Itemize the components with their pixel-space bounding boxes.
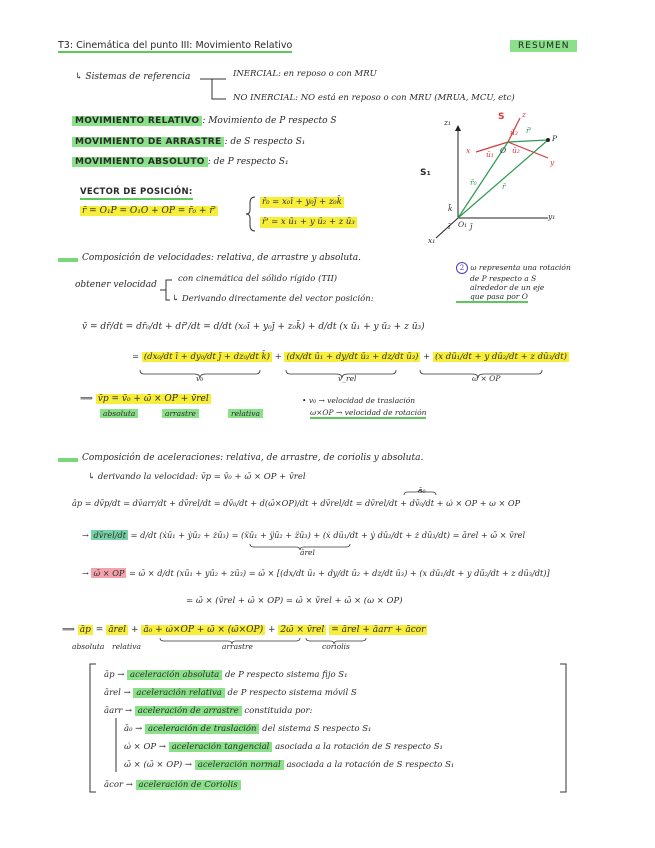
summary-left-bracket xyxy=(90,664,96,792)
page-title: T3: Cinemática del punto III: Movimiento Relativo xyxy=(58,40,293,51)
summary-row-ap: āp → aceleración absoluta de P respecto sistema fijo S₁ xyxy=(104,670,348,680)
under-v0: v₀ xyxy=(196,374,204,383)
r0-eq: r̄₀ = x₀ī + y₀j̄ + z₀k̄ xyxy=(262,197,342,207)
velocity-bracket xyxy=(160,280,172,300)
diagram-label-s1: S₁ xyxy=(420,168,432,178)
term-normal: aceleración normal xyxy=(195,760,284,770)
axis-x1 xyxy=(436,218,458,238)
summary-row-tangential: ω̇ × OP → aceleración tangencial asociada a la rotación de S respecto S₁ xyxy=(124,742,443,752)
position-vector-heading: VECTOR DE POSICIÓN: xyxy=(80,187,193,200)
diagram-label-o1: O₁ xyxy=(458,220,468,229)
summary-row-a0: ā₀ → aceleración de traslación del sistema S respecto S₁ xyxy=(124,724,372,734)
inertial-text: INERCIAL: en reposo o con MRU xyxy=(233,69,377,79)
diagram-label-rprime: r̄' xyxy=(526,126,532,135)
acceleration-final: ⟹ āp = ārel + ā₀ + ω̇×OP + ω̄ × (ω̄×OP) + 2ω̄ × v̄rel = ārel + āarr + ācor xyxy=(62,625,426,635)
label-arrastre: arrastre xyxy=(162,409,199,418)
summary-row-aarr: āarr → aceleración de arrastre constituida por: xyxy=(104,706,313,716)
non-inertial-text: NO INERCIAL: NO está en reposo o con MRU (MRUA, MCU, etc) xyxy=(233,93,515,103)
acceleration-eq-wop-2: = ω̄ × (v̄rel + ω̄ × OP) = ω̄ × v̄rel + ω̄ × (ω × OP) xyxy=(186,596,403,606)
label-relativa: relativa xyxy=(228,409,263,418)
reference-bracket xyxy=(200,79,226,99)
movement-drag-desc: : de S respecto S₁ xyxy=(224,137,306,147)
wop-derivative-box: ω̄ × OP xyxy=(93,568,125,578)
summary-right-bracket xyxy=(560,664,566,792)
summary-row-normal: ω̄ × (ω̄ × OP) → aceleración normal asociada a la rotación de S respecto S₁ xyxy=(124,760,455,770)
velocity-option-2: ↳ Derivando directamente del vector posición: xyxy=(172,294,374,304)
vrel-derivative-box: dv̄rel/dt xyxy=(93,530,127,540)
overbrace-a0 xyxy=(404,489,436,495)
under-vrel: v_rel xyxy=(338,374,357,383)
term-relativa: aceleración relativa xyxy=(133,688,224,698)
movement-relative-desc: : Movimiento de P respecto S xyxy=(202,116,337,126)
final-arrastre: ā₀ + ω̇×OP + ω̄ × (ω̄×OP) xyxy=(143,625,264,635)
acceleration-heading: Composición de aceleraciones: relativa, de arrastre, de coriolis y absoluta. xyxy=(82,453,424,463)
diagram-label-o: O xyxy=(500,146,507,155)
diagram-label-j: j̄ xyxy=(470,222,473,231)
diagram-label-k: k̄ xyxy=(448,204,453,213)
term-coriolis: aceleración de Coriolis xyxy=(136,780,241,790)
diagram-label-y: y xyxy=(550,158,555,167)
final-label-absoluta: absoluta xyxy=(72,642,105,651)
final-label-coriolis: coriolis xyxy=(322,642,350,651)
velocity-eq-2: = (dx₀/dt ī + dy₀/dt j̄ + dz₀/dt k̄) + (dx/dt ū₁ + dy/dt ū₂ + dz/dt ū₃) + (x dū₁/dt + y dū₂/dt + z dū₃/dt) xyxy=(132,352,567,362)
sym-ap: āp xyxy=(104,670,115,680)
desc-normal: asociada a la rotación de S respecto S₁ xyxy=(286,760,455,770)
sym-aarr: āarr xyxy=(104,706,123,716)
diagram-label-z1: z₁ xyxy=(444,118,451,127)
underbrace-arel xyxy=(250,544,350,550)
diagram-label-z: z xyxy=(522,110,526,119)
acceleration-eq-ap: āp = dv̄p/dt = dv̄arr/dt + dv̄rel/dt = dv̄₀/dt + d(ω̄×OP)/dt + dv̄rel/dt = dv̄rel/dt + dv̄₀/dt + ω̇ × OP + ω × OP xyxy=(72,498,521,508)
diagram-label-p: P xyxy=(552,134,558,143)
vrel-derivation: = d/dt (ẋū₁ + ẏū₂ + żū₃) = (ẍū₁ + ÿū₂ + z̈ū₃) + (ẋ dū₁/dt + ẏ dū₂/dt + ż dū₃/dt) = ārel + ω̄ × v̄rel xyxy=(130,530,526,540)
sym-acor: ācor xyxy=(104,780,124,790)
acceleration-eq-vrel: → dv̄rel/dt = d/dt (ẋū₁ + ẏū₂ + żū₃) = (ẍū₁ + ÿū₂ + z̈ū₃) + (ẋ dū₁/dt + ẏ dū₂/dt + ż dū₃/dt) = ārel + ω̄ × v̄rel xyxy=(82,530,526,540)
velocity-eq-2-b: (dx/dt ū₁ + dy/dt ū₂ + dz/dt ū₃) xyxy=(286,352,419,362)
final-ap: āp xyxy=(79,625,91,635)
sym-a0: ā₀ xyxy=(124,724,133,734)
underbrace-coriolis xyxy=(306,638,366,644)
diagram-label-x: x xyxy=(466,146,471,155)
underbrace-wxop xyxy=(420,370,542,378)
term-arrastre: aceleración de arrastre xyxy=(135,706,242,716)
acceleration-eq-wop: → ω̄ × OP = ω̄ × d/dt (xū₁ + yū₂ + zū₃) = ω̄ × [(dx/dt ū₁ + dy/dt ū₂ + dz/dt ū₃) + (x dū₁/dt + y dū₂/dt + z dū₃/dt)] xyxy=(82,568,550,578)
position-vector-main-eq: r̄ = O₁P = O₁O + OP = r̄₀ + r̄' xyxy=(82,206,217,216)
label-absoluta: absoluta xyxy=(100,409,138,418)
diagram-label-r0: r̄₀ xyxy=(470,178,477,187)
diagram-label-u3: ū₃ xyxy=(510,128,518,137)
under-wxop: ω × OP xyxy=(472,374,501,383)
a0-over: ā₀ xyxy=(418,486,426,495)
note-line-1: ω representa una rotación xyxy=(470,263,571,272)
wop-derivation: = ω̄ × d/dt (xū₁ + yū₂ + zū₃) = ω̄ × [(dx/dt ū₁ + dy/dt ū₂ + dz/dt ū₃) + (x dū₁/dt + y dū₂/dt + z dū₃/dt)] xyxy=(129,568,550,578)
final-label-relativa: relativa xyxy=(112,642,142,651)
diagram-label-y1: y₁ xyxy=(548,212,556,221)
bullet-translation: v₀ → velocidad de traslación xyxy=(308,396,416,405)
movement-relative-term: MOVIMIENTO RELATIVO xyxy=(72,116,202,126)
velocity-eq-2-a: (dx₀/dt ī + dy₀/dt j̄ + dz₀/dt k̄) xyxy=(143,352,270,362)
acceleration-derive: ↳ derivando la velocidad: v̄p = v̄₀ + ω̄ × OP + v̄rel xyxy=(88,472,306,482)
reference-systems-label: ↳ Sistemas de referencia xyxy=(75,72,191,82)
diagram-label-u2: ū₂ xyxy=(512,146,520,155)
velocity-eq-1: v̄ = dr̄/dt = dr̄₀/dt + dr̄'/dt = d/dt (x₀ī + y₀j̄ + z₀k̄) + d/dt (x ū₁ + y ū₂ + z ū₃) xyxy=(82,322,425,332)
point-p xyxy=(546,138,550,142)
note-number: 2 xyxy=(456,262,468,274)
sym-tangential: ω̇ × OP xyxy=(124,742,157,752)
obtain-velocity-label: obtener velocidad xyxy=(75,280,157,290)
final-rhs: = ārel + āarr + ācor xyxy=(331,625,426,635)
summary-badge: RESUMEN xyxy=(510,40,577,52)
note-line-4: que pasa por O xyxy=(456,292,528,303)
velocity-result-eq: v̄p = v̄₀ + ω̄ × OP + v̄rel xyxy=(97,394,209,404)
diagram-label-r: r̄ xyxy=(502,182,506,191)
final-coriolis: 2ω̄ × v̄rel xyxy=(280,625,325,635)
movement-drag-term: MOVIMIENTO DE ARRASTRE xyxy=(72,137,224,147)
note-line-2: de P respecto a S xyxy=(470,274,537,283)
desc-arel: de P respecto sistema móvil S xyxy=(227,688,357,698)
velocity-option-1: con cinemática del sólido rígido (TII) xyxy=(178,274,338,284)
movement-absolute-term: MOVIMIENTO ABSOLUTO xyxy=(72,157,208,167)
note-line-3: alrededor de un eje xyxy=(470,283,545,292)
desc-aarr: constituida por: xyxy=(244,706,313,716)
diagram-label-u1: ū₁ xyxy=(486,150,494,159)
underbrace-vrel xyxy=(286,370,396,378)
bullet-rotation: ω×OP → velocidad de rotación xyxy=(310,408,427,417)
vector-rprime xyxy=(508,140,548,142)
diagram-label-i: ī xyxy=(448,222,451,231)
final-arel: ārel xyxy=(108,625,127,635)
desc-tangential: asociada a la rotación de S respecto S₁ xyxy=(275,742,443,752)
sym-normal: ω̄ × (ω̄ × OP) xyxy=(124,760,183,770)
term-absoluta: aceleración absoluta xyxy=(127,670,222,680)
arel-underlabel: ārel xyxy=(300,548,315,557)
position-brace xyxy=(246,197,255,231)
summary-row-arel: ārel → aceleración relativa de P respecto sistema móvil S xyxy=(104,688,357,698)
desc-ap: de P respecto sistema fijo S₁ xyxy=(224,670,348,680)
reference-frames-diagram xyxy=(436,118,550,238)
velocity-heading: Composición de velocidades: relativa, de arrastre y absoluta. xyxy=(82,253,361,263)
sym-arel: ārel xyxy=(104,688,121,698)
underbrace-v0 xyxy=(140,370,260,378)
summary-row-acor: ācor → aceleración de Coriolis xyxy=(104,780,241,791)
final-label-arrastre: arrastre xyxy=(222,642,253,651)
diagram-label-x1: x₁ xyxy=(428,236,436,245)
term-tangencial: aceleración tangencial xyxy=(169,742,273,752)
underbrace-arrastre xyxy=(160,638,300,644)
velocity-result: ⟹ v̄p = v̄₀ + ω̄ × OP + v̄rel xyxy=(80,394,209,404)
diagram-label-s: S xyxy=(498,112,505,122)
desc-a0: del sistema S respecto S₁ xyxy=(262,724,372,734)
velocity-bullet-1: • v₀ → velocidad de traslación xyxy=(302,396,416,405)
movement-absolute-desc: : de P respecto S₁ xyxy=(207,157,289,167)
velocity-eq-2-c: (x dū₁/dt + y dū₂/dt + z dū₃/dt) xyxy=(434,352,567,362)
rprime-eq: r̄' = x ū₁ + y ū₂ + z ū₃ xyxy=(262,217,355,227)
term-traslacion: aceleración de traslación xyxy=(145,724,259,734)
